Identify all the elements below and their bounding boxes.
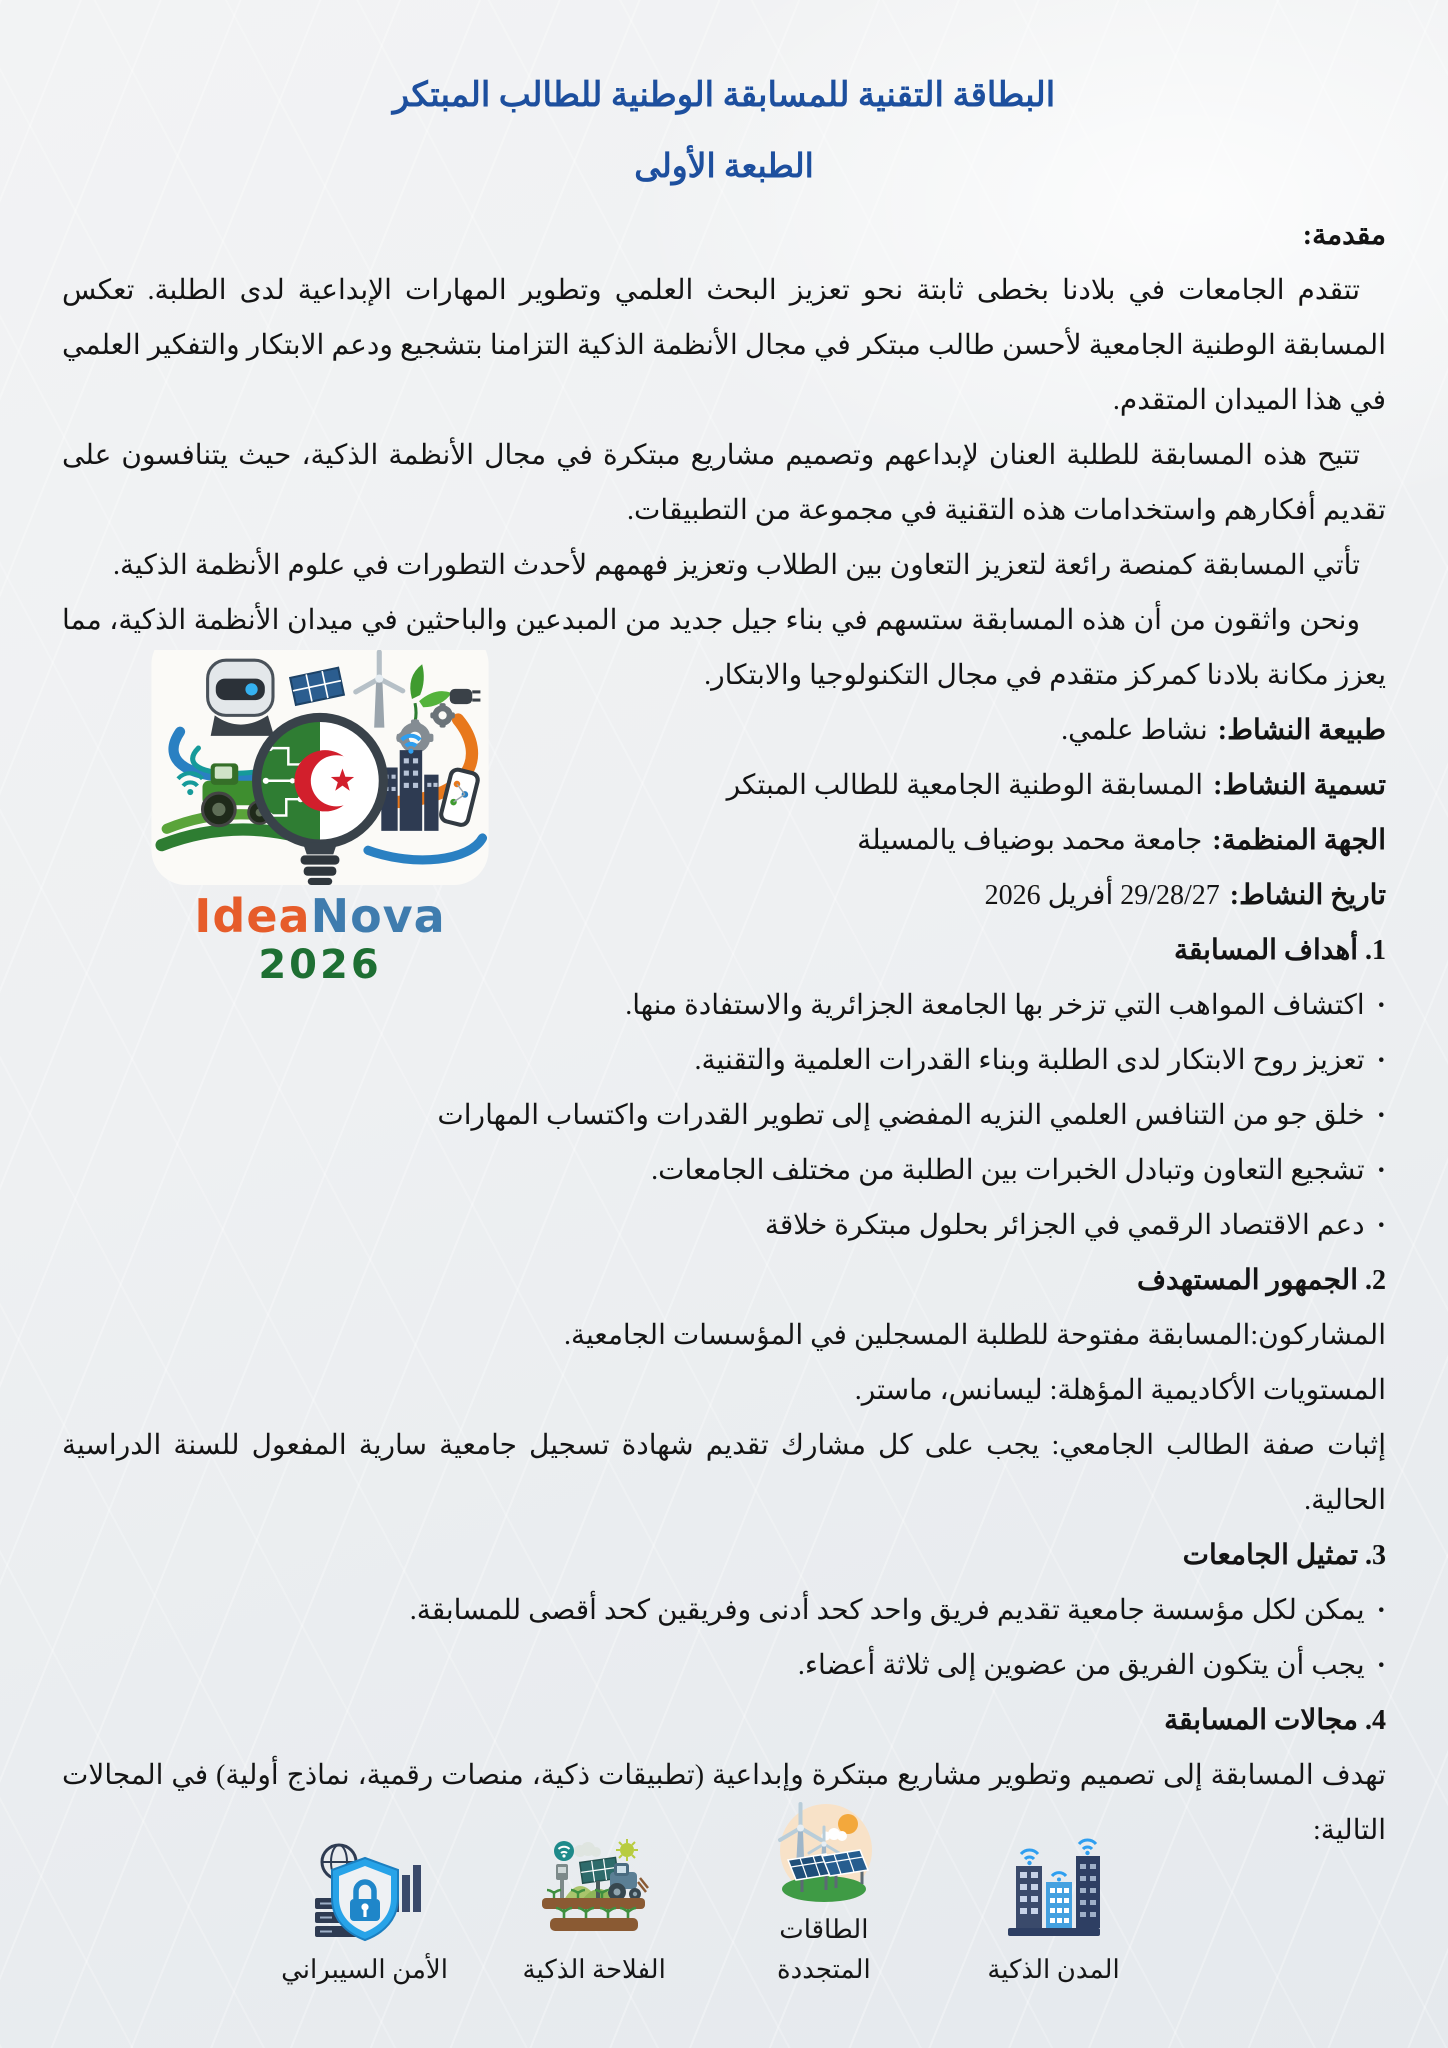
- objective-item: [62, 1143, 1386, 1198]
- domains-row: [272, 1798, 1146, 1990]
- bullet-marker: ·: [1376, 1045, 1386, 1076]
- objective-text: دعم الاقتصاد الرقمي في الجزائر بحلول مبتكرة خلاقة: [764, 1210, 1365, 1241]
- domain-cybersecurity: [272, 1838, 457, 1990]
- logo-word-nova: Nova: [310, 889, 446, 943]
- cybersecurity-icon: [303, 1838, 427, 1944]
- ideanova-logo: [150, 650, 490, 988]
- section-objectives-heading: 1. أهداف المسابقة: [1173, 935, 1386, 966]
- objective-item: [62, 1088, 1386, 1143]
- representation-item: [62, 1638, 1386, 1693]
- domain-label: المدن الذكية: [987, 1955, 1120, 1984]
- domain-label: الأمن السيبراني: [281, 1955, 448, 1984]
- section-representation-heading: 3. تمثيل الجامعات: [1182, 1540, 1386, 1571]
- domain-label: الطاقات المتجددة: [777, 1915, 871, 1984]
- renewable-energy-icon: [762, 1798, 886, 1904]
- logo-wordmark: [150, 890, 490, 942]
- bullet-marker: ·: [1376, 1210, 1386, 1241]
- audience-line: المشاركون:المسابقة مفتوحة للطلبة المسجلين في المؤسسات الجامعية.: [563, 1320, 1386, 1351]
- intro-heading: مقدمة:: [1302, 220, 1386, 251]
- bullet-marker: ·: [1376, 1650, 1386, 1681]
- bullet-marker: ·: [1376, 990, 1386, 1021]
- intro-paragraph-2: تتيح هذه المسابقة للطلبة العنان لإبداعهم وتصميم مشاريع مبتكرة في مجال الأنظمة الذكية، حيث يتنافسون على تقديم أفكارهم واستخدامات هذه التقنية في مجموعة من التطبيقات.: [62, 440, 1386, 526]
- audience-line: المستويات الأكاديمية المؤهلة: ليسانس، ماستر.: [854, 1375, 1386, 1406]
- representation-text: يجب أن يتكون الفريق من عضوين إلى ثلاثة أعضاء.: [797, 1650, 1365, 1681]
- fields-intro-text: تهدف المسابقة إلى تصميم وتطوير مشاريع مبتكرة وإبداعية (تطبيقات ذكية، منصات رقمية، نماذج أولية) في المجالات التالية:: [62, 1760, 1386, 1846]
- smart-city-icon: [994, 1834, 1114, 1944]
- representation-text: يمكن لكل مؤسسة جامعية تقديم فريق واحد كحد أدنى وفريقين كحد أقصى للمسابقة.: [409, 1595, 1365, 1626]
- organizer-value: جامعة محمد بوضياف يالمسيلة: [857, 825, 1203, 856]
- activity-date-label: تاريخ النشاط:: [1229, 880, 1386, 911]
- page-subtitle: الطبعة الأولى: [634, 149, 814, 185]
- logo-year: 2026: [258, 942, 382, 988]
- domain-label: الفلاحة الذكية: [522, 1955, 666, 1984]
- document-body: [0, 188, 1448, 1990]
- representation-item: [62, 1583, 1386, 1638]
- objective-text: خلق جو من التنافس العلمي النزيه المفضي إلى تطوير القدرات واكتساب المهارات: [437, 1100, 1365, 1131]
- objective-item: [62, 1033, 1386, 1088]
- domain-renewable-energy: [731, 1798, 916, 1990]
- activity-date-value: 29/28/27 أفريل 2026: [984, 880, 1220, 911]
- document-header: [0, 0, 1448, 188]
- organizer-label: الجهة المنظمة:: [1212, 825, 1386, 856]
- domain-smart-agriculture: [502, 1836, 687, 1990]
- intro-paragraph-4: ونحن واثقون من أن هذه المسابقة ستسهم في بناء جيل جديد من المبدعين والباحثين في ميدان الأنظمة الذكية، مما يعزز مكانة بلادنا كمركز متقدم في مجال التكنولوجيا والابتكار.: [62, 605, 1386, 691]
- section-fields-heading: 4. مجالات المسابقة: [1164, 1705, 1386, 1736]
- objective-text: تشجيع التعاون وتبادل الخبرات بين الطلبة من مختلف الجامعات.: [651, 1155, 1365, 1186]
- objective-text: اكتشاف المواهب التي تزخر بها الجامعة الجزائرية والاستفادة منها.: [625, 990, 1365, 1021]
- smart-agriculture-icon: [534, 1836, 654, 1944]
- logo-word-idea: Idea: [194, 889, 311, 943]
- domain-smart-cities: [961, 1834, 1146, 1990]
- objective-text: تعزيز روح الابتكار لدى الطلبة وبناء القدرات العلمية والتقنية.: [694, 1045, 1365, 1076]
- activity-nature-value: نشاط علمي.: [1061, 715, 1208, 746]
- intro-paragraph-1: تتقدم الجامعات في بلادنا بخطى ثابتة نحو تعزيز البحث العلمي وتطوير المهارات الإبداعية لدى الطلبة. تعكس المسابقة الوطنية الجامعية لأحسن طالب مبتكر في مجال الأنظمة الذكية التزامنا بتشجيع ودعم الابتكار والتفكير العلمي في هذا الميدان المتقدم.: [62, 275, 1386, 416]
- activity-name-value: المسابقة الوطنية الجامعية للطالب المبتكر: [726, 770, 1204, 801]
- activity-nature-label: طبيعة النشاط:: [1217, 715, 1386, 746]
- objective-item: [62, 1198, 1386, 1253]
- page-title: البطاقة التقنية للمسابقة الوطنية للطالب المبتكر: [392, 77, 1056, 114]
- activity-name-label: تسمية النشاط:: [1213, 770, 1386, 801]
- audience-line: إثبات صفة الطالب الجامعي: يجب على كل مشارك تقديم شهادة تسجيل جامعية سارية المفعول للسنة الدراسية الحالية.: [62, 1430, 1386, 1516]
- bullet-marker: ·: [1376, 1155, 1386, 1186]
- intro-paragraph-3: تأتي المسابقة كمنصة رائعة لتعزيز التعاون بين الطلاب وتعزيز فهمهم لأحدث التطورات في علوم الأنظمة الذكية.: [113, 550, 1360, 581]
- section-audience-heading: 2. الجمهور المستهدف: [1136, 1265, 1386, 1296]
- bullet-marker: ·: [1376, 1100, 1386, 1131]
- ideanova-logo-graphic: [150, 650, 490, 885]
- bullet-marker: ·: [1376, 1595, 1386, 1626]
